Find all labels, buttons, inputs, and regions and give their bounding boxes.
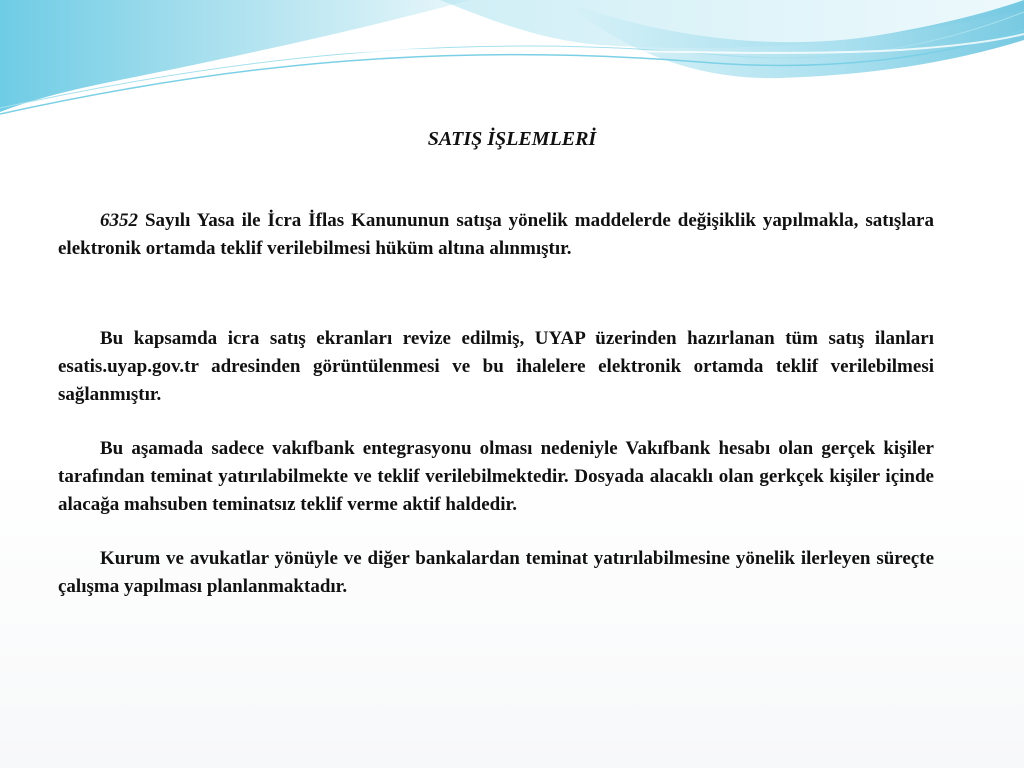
paragraph-text: Bu aşamada sadece vakıfbank entegrasyonu olması nedeniyle Vakıfbank hesabı olan gerçek kişiler tarafından teminat yatırılabilmekte ve teklif verilebilmektedir. Dosyada alacaklı olan gerkçek kişiler içinde alacağa mahsuben teminatsız teklif verme aktif haldedir. [58, 438, 934, 515]
paragraph [58, 435, 934, 519]
paragraph [58, 325, 934, 409]
paragraph [58, 545, 934, 601]
slide-body [58, 207, 934, 601]
paragraph-text: Bu kapsamda icra satış ekranları revize edilmiş, UYAP üzerinden hazırlanan tüm satış ilanları esatis.uyap.gov.tr adresinden görüntülenmesi ve bu ihalelere elektronik ortamda teklif verilebilmesi sağlanmıştır. [58, 328, 934, 405]
paragraph-text: Kurum ve avukatlar yönüyle ve diğer bankalardan teminat yatırılabilmesine yönelik ilerleyen süreçte çalışma yapılması planlanmaktadır. [58, 548, 934, 597]
paragraph [58, 207, 934, 263]
slide-title: SATIŞ İŞLEMLERİ [427, 128, 597, 150]
header-wave-decoration [0, 0, 1024, 130]
law-number: 6352 [100, 210, 138, 231]
paragraph-text: Sayılı Yasa ile İcra İflas Kanununun satışa yönelik maddelerde değişiklik yapılmakla, satışlara elektronik ortamda teklif verilebilmesi hüküm altına alınmıştır. [58, 210, 934, 259]
